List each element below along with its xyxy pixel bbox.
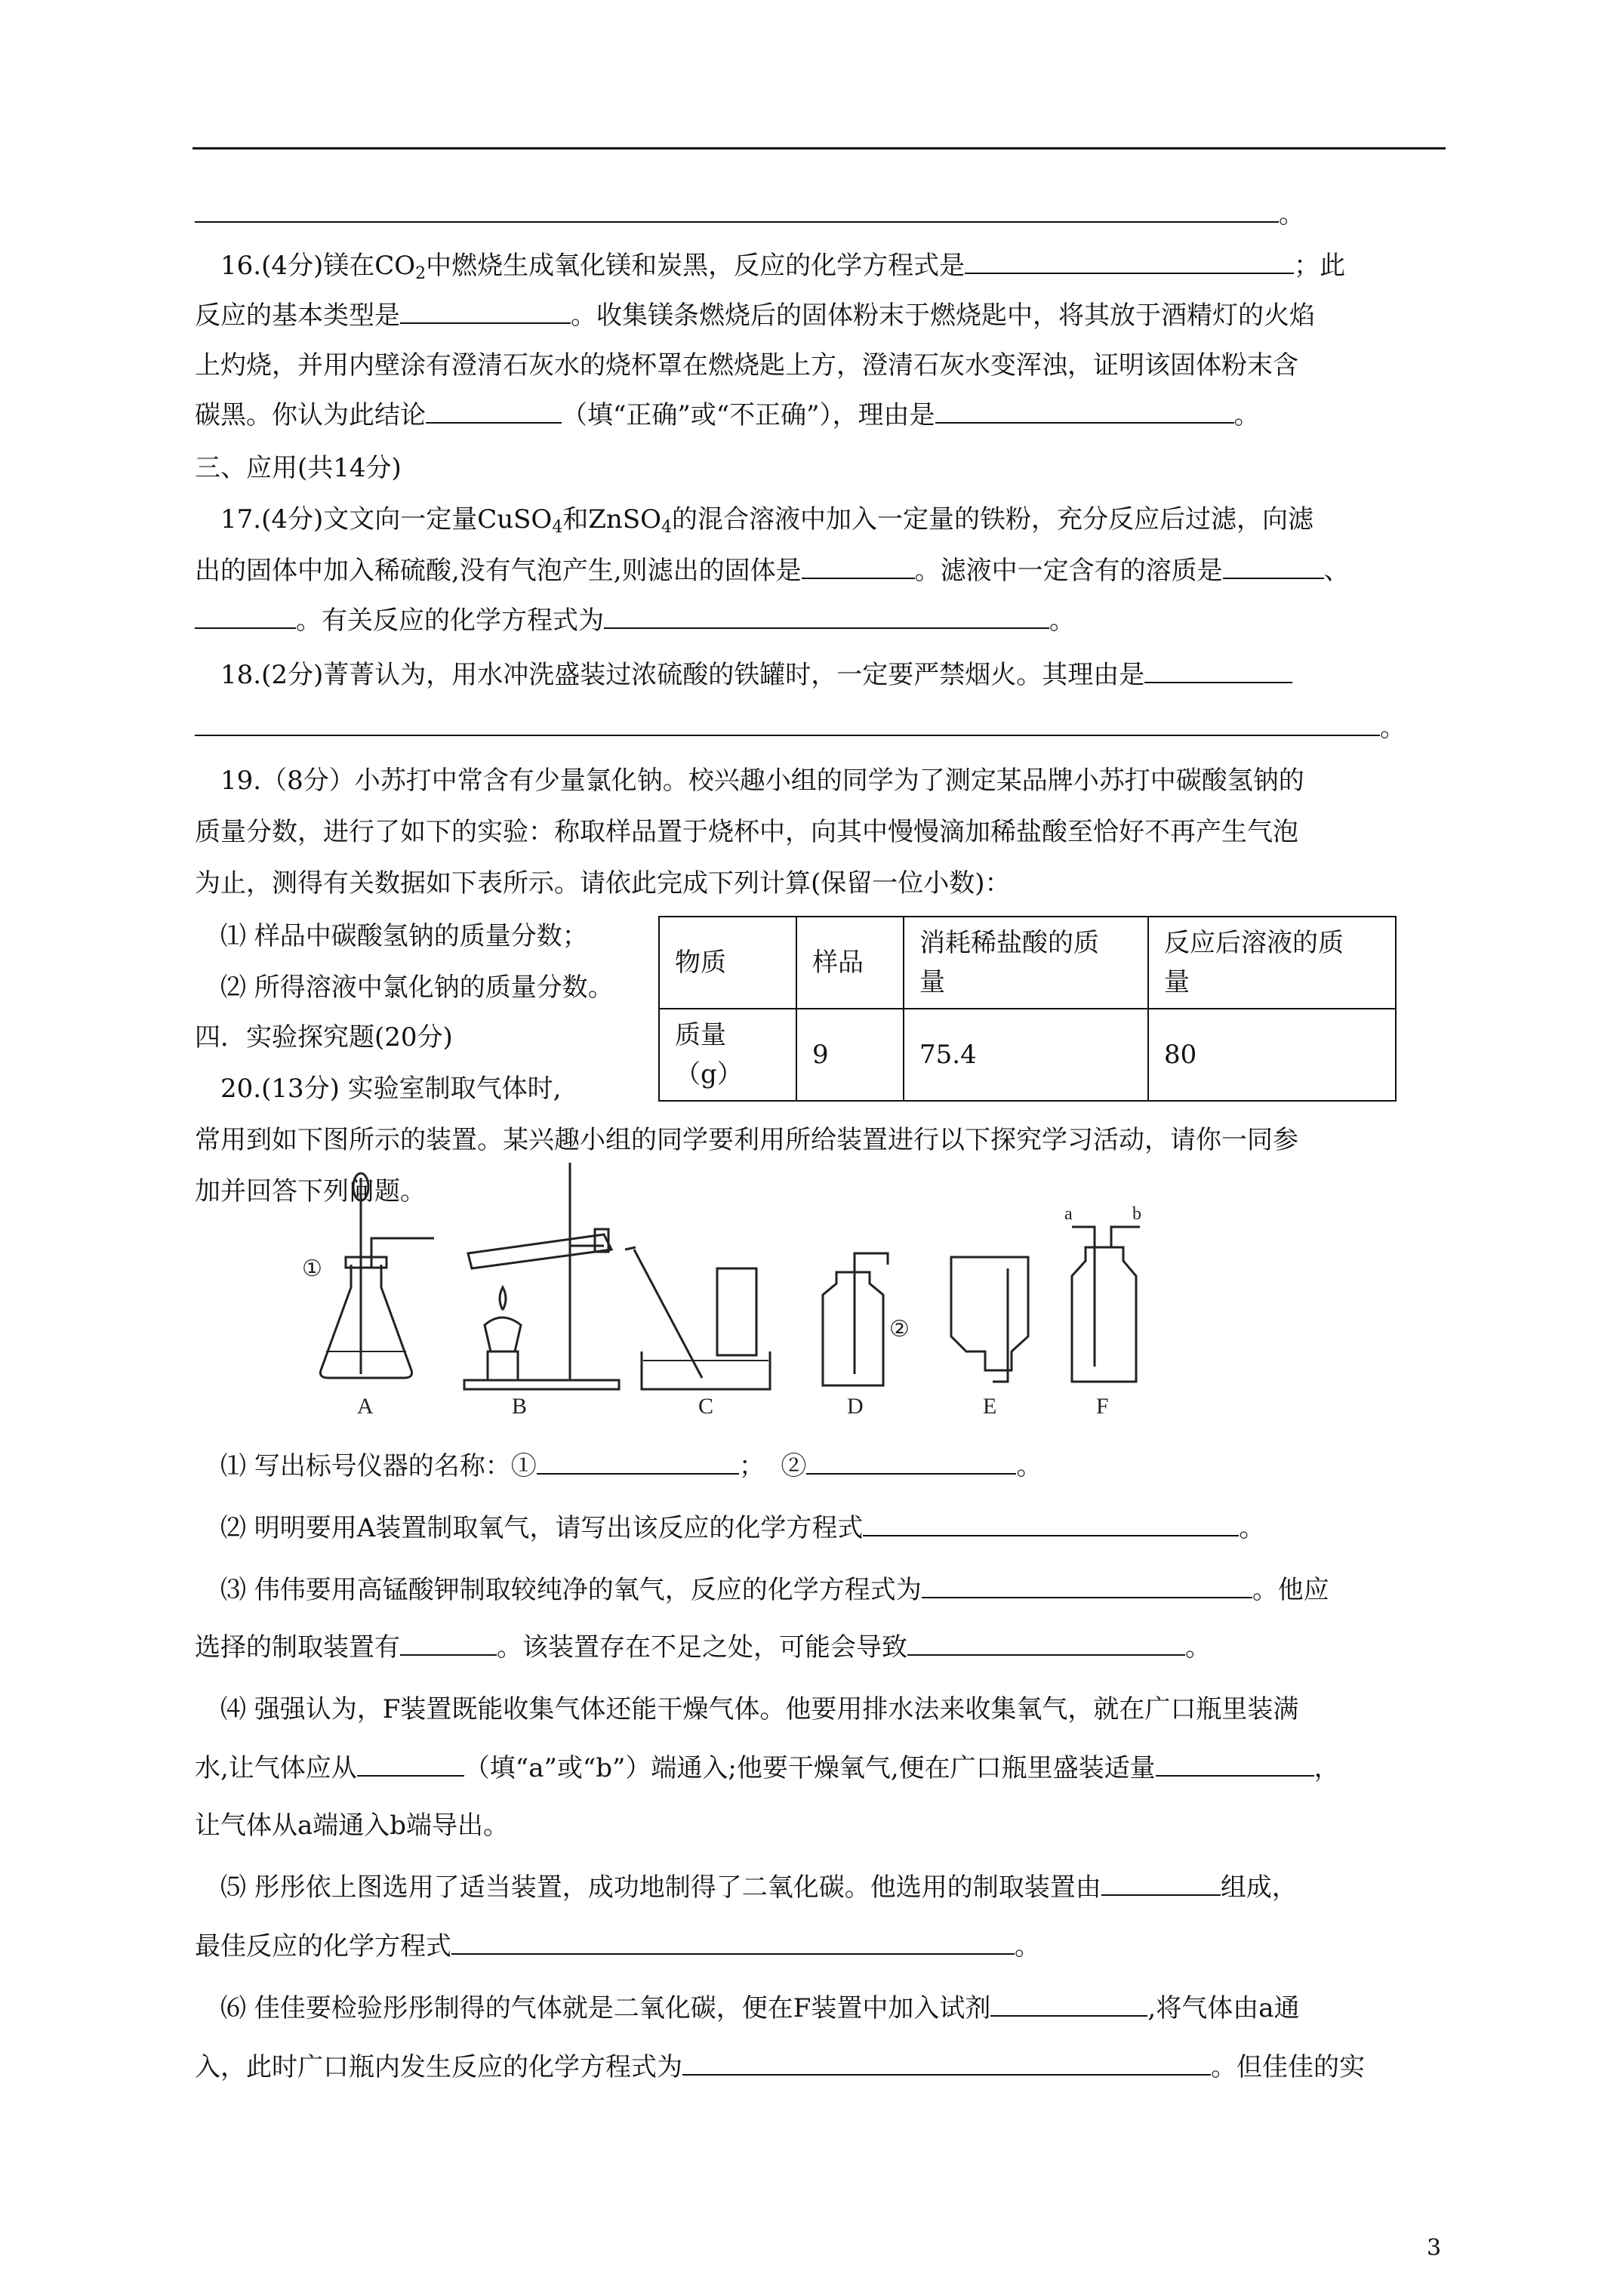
q20-part3-line2: 选择的制取装置有 。该装置存在不足之处，可能会导致 。 xyxy=(195,1632,1211,1663)
answer-blank xyxy=(400,300,571,324)
answer-blank xyxy=(907,1632,1185,1656)
apparatus-d xyxy=(823,1253,888,1385)
answer-blank xyxy=(537,1450,739,1475)
apparatus-e xyxy=(951,1257,1028,1382)
answer-blank xyxy=(451,1931,1015,1955)
q20-part3-line1: ⑶ 伟伟要用高锰酸钾制取较纯净的氧气，反应的化学方程式为 。他应 xyxy=(220,1575,1329,1605)
answer-blank xyxy=(935,399,1234,424)
answer-blank xyxy=(1101,1872,1221,1896)
fig-label-d: D xyxy=(847,1394,864,1419)
answer-blank xyxy=(195,199,1279,223)
answer-blank xyxy=(195,605,296,629)
q16-line1: 16.(4分)镁在$CO_2$中燃烧生成氧化镁和炭黑，反应的化学方程式是 ；此 xyxy=(220,251,1346,283)
fig-mark-b: b xyxy=(1132,1204,1141,1224)
q20-line3: 加并回答下列问题。 xyxy=(195,1176,426,1207)
answer-blank xyxy=(1223,555,1324,579)
fig-label-a: A xyxy=(357,1394,374,1419)
table-header-cell: 反应后溶液的质 量 xyxy=(1148,917,1396,1009)
table-cell: 80 xyxy=(1148,1009,1396,1101)
answer-blank xyxy=(802,555,915,579)
q19-sub2: ⑵ 所得溶液中氯化钠的质量分数。 xyxy=(220,972,614,1003)
answer-blank xyxy=(990,1992,1147,2017)
q20-part4-line3: 让气体从a端通入b端导出。 xyxy=(195,1811,510,1841)
q20-part4-line2: 水,让气体应从 （填“a”或“b”）端通入;他要干燥氧气,便在广口瓶里盛装适量 ， xyxy=(195,1753,1340,1783)
answer-blank xyxy=(195,712,1380,736)
table-row xyxy=(659,1009,1396,1101)
q20-part5-line2: 最佳反应的化学方程式 。 xyxy=(195,1931,1040,1962)
answer-blank xyxy=(922,1574,1252,1598)
q19-line1: 19.（8分）小苏打中常含有少量氯化钠。校兴趣小组的同学为了测定某品牌小苏打中碳酸氢钠的 xyxy=(220,766,1304,796)
q15-tail: 。 xyxy=(195,198,1304,231)
table-cell: 9 xyxy=(796,1009,904,1101)
answer-blank xyxy=(1156,1752,1314,1777)
q16-line4: 碳黑。你认为此结论 （填“正确”或“不正确”），理由是 。 xyxy=(195,400,1260,430)
apparatus-figure xyxy=(302,1163,1147,1419)
q20-part6-line1: ⑹ 佳佳要检验彤彤制得的气体就是二氧化碳，便在F装置中加入试剂 ,将气体由a通 xyxy=(220,1993,1300,2023)
q17-line3: 。有关反应的化学方程式为 。 xyxy=(195,604,1075,637)
fig-mark-1: ① xyxy=(302,1256,322,1281)
answer-blank xyxy=(965,250,1294,274)
fig-label-f: F xyxy=(1096,1394,1109,1419)
q18-line1: 18.(2分)菁菁认为，用水冲洗盛装过浓硫酸的铁罐时，一定要严禁烟火。其理由是 xyxy=(195,658,1292,692)
apparatus-b xyxy=(464,1163,619,1389)
q20-part4-line1: ⑷ 强强认为，F装置既能收集气体还能干燥气体。他要用排水法来收集氧气，就在广口瓶里装满 xyxy=(220,1694,1299,1724)
answer-blank xyxy=(863,1512,1239,1536)
q20-line1: 20.(13分) 实验室制取气体时, xyxy=(220,1074,562,1104)
page-number: 3 xyxy=(1427,2235,1442,2261)
table-cell: 质量（g） xyxy=(659,1009,796,1101)
answer-blank xyxy=(604,605,1049,629)
answer-blank xyxy=(806,1450,1016,1475)
q17-line2: 出的固体中加入稀硫酸,没有气泡产生,则滤出的固体是 。滤液中一定含有的溶质是 、 xyxy=(195,556,1350,586)
table-row xyxy=(659,917,1396,1009)
table-header-cell: 消耗稀盐酸的质 量 xyxy=(904,917,1148,1009)
q19-line2: 质量分数，进行了如下的实验：称取样品置于烧杯中，向其中慢慢滴加稀盐酸至恰好不再产生气泡 xyxy=(195,817,1298,847)
fig-label-b: B xyxy=(512,1394,528,1419)
answer-blank xyxy=(400,1632,497,1656)
q20-part5-line1: ⑸ 彤彤依上图选用了适当装置，成功地制得了二氧化碳。他选用的制取装置由 组成， xyxy=(220,1872,1298,1903)
table-header-cell: 物质 xyxy=(659,917,796,1009)
fig-mark-2: ② xyxy=(889,1317,910,1342)
fig-label-e: E xyxy=(983,1394,997,1419)
q18-line2: 。 xyxy=(195,711,1406,744)
header-rule xyxy=(192,147,1446,149)
q20-part1: ⑴ 写出标号仪器的名称：① ； ② 。 xyxy=(220,1451,1042,1481)
q17-line1: 17.(4分)文文向一定量CuSO$_4$和ZnSO$_4$的混合溶液中加入一定量的铁粉，充分反应后过滤，向滤 xyxy=(220,504,1313,537)
answer-blank xyxy=(426,399,562,424)
q20-part2: ⑵ 明明要用A装置制取氧气，请写出该反应的化学方程式 。 xyxy=(220,1513,1265,1543)
apparatus-f xyxy=(1072,1227,1140,1382)
section-4-heading: 四．实验探究题(20分) xyxy=(195,1022,453,1052)
answer-blank xyxy=(682,2051,1211,2076)
q20-line2: 常用到如下图所示的装置。某兴趣小组的同学要利用所给装置进行以下探究学习活动，请你一同参 xyxy=(195,1125,1298,1155)
fig-label-c: C xyxy=(698,1394,714,1419)
section-3-heading: 三、应用(共14分) xyxy=(195,453,402,483)
q16-line3: 上灼烧，并用内壁涂有澄清石灰水的烧杯罩在燃烧匙上方，澄清石灰水变浑浊，证明该固体粉末含 xyxy=(195,350,1298,381)
answer-blank xyxy=(1144,659,1292,683)
fig-mark-a: a xyxy=(1064,1204,1073,1224)
apparatus-a xyxy=(320,1173,434,1378)
apparatus-c xyxy=(625,1247,770,1389)
q19-sub1: ⑴ 样品中碳酸氢钠的质量分数； xyxy=(220,921,588,951)
q20-part6-line2: 入，此时广口瓶内发生反应的化学方程式为 。但佳佳的实 xyxy=(195,2052,1365,2082)
table-header-cell: 样品 xyxy=(796,917,904,1009)
data-table xyxy=(658,916,1397,1102)
q19-line3: 为止，测得有关数据如下表所示。请依此完成下列计算(保留一位小数)： xyxy=(195,868,1011,898)
table-cell: 75.4 xyxy=(904,1009,1148,1101)
answer-blank xyxy=(357,1752,464,1777)
q16-line2: 反应的基本类型是 。收集镁条燃烧后的固体粉末于燃烧匙中，将其放于酒精灯的火焰 xyxy=(195,300,1315,331)
